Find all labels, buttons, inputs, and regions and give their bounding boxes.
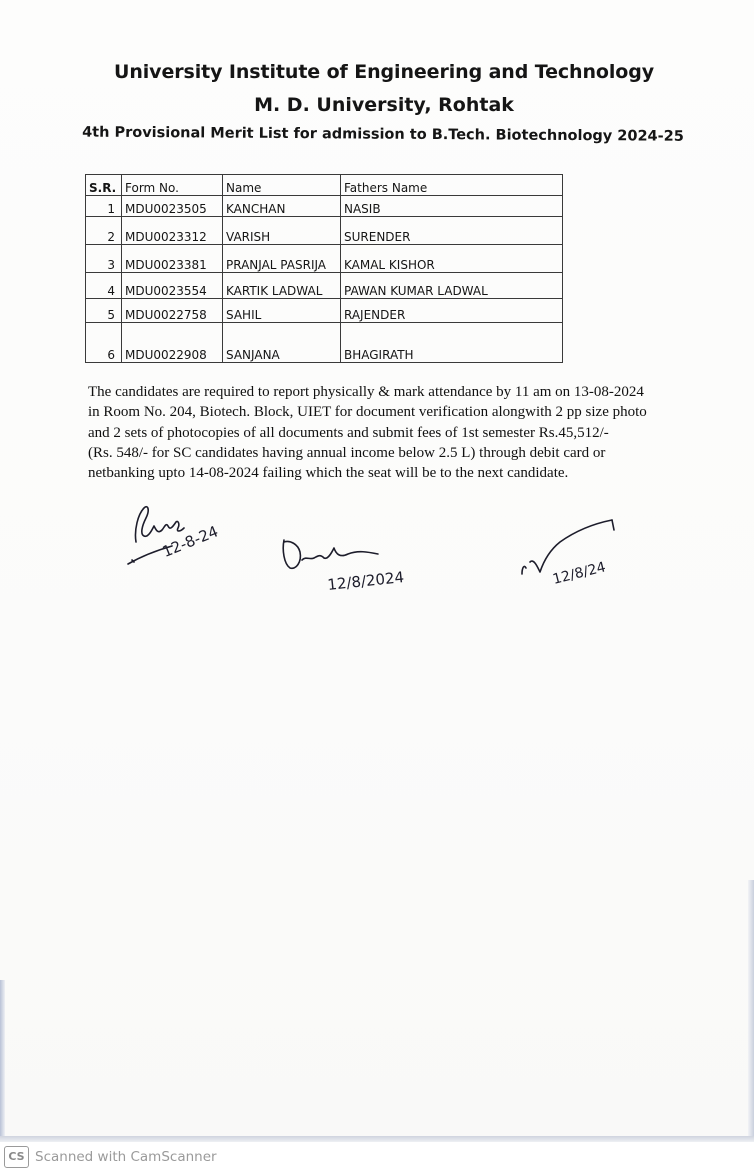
camscanner-watermark: Scanned with CamScanner — [35, 1149, 217, 1165]
notice-line: The candidates are required to report physically & mark attendance by 11 am on 13-08-2024 — [88, 384, 644, 400]
table-row — [86, 245, 563, 273]
cell-fathers-name: SURENDER — [341, 217, 563, 245]
cell-name: SANJANA — [223, 323, 341, 363]
signature-2-icon — [272, 530, 412, 602]
signature-3-icon — [516, 510, 626, 594]
cell-form-no: MDU0023381 — [122, 245, 223, 273]
cell-name: VARISH — [223, 217, 341, 245]
institute-title: University Institute of Engineering and Technology — [114, 61, 654, 83]
cell-fathers-name: KAMAL KISHOR — [341, 245, 563, 273]
scan-edge-left — [0, 980, 5, 1140]
cell-sr: 2 — [86, 217, 122, 245]
column-header-form-no: Form No. — [122, 175, 223, 196]
cell-name: KANCHAN — [223, 196, 341, 217]
cell-form-no: MDU0023554 — [122, 273, 223, 299]
cell-form-no: MDU0023505 — [122, 196, 223, 217]
cell-sr: 1 — [86, 196, 122, 217]
table-row — [86, 273, 563, 299]
table-row — [86, 196, 563, 217]
column-header-sr: S.R. — [86, 175, 122, 196]
scan-edge-right — [748, 880, 754, 1140]
notice-line: in Room No. 204, Biotech. Block, UIET for document verification alongwith 2 pp size photo — [88, 404, 647, 421]
merit-list-table — [85, 174, 563, 363]
camscanner-logo-icon: CS — [4, 1146, 29, 1168]
cell-sr: 3 — [86, 245, 122, 273]
notice-line: (Rs. 548/- for SC candidates having annual income below 2.5 L) through debit card or — [88, 444, 606, 461]
reporting-instructions — [88, 382, 678, 483]
table-row — [86, 323, 563, 363]
signature-3-date: 12/8/24 — [551, 559, 608, 588]
table-header-row — [86, 175, 563, 196]
cell-sr: 4 — [86, 273, 122, 299]
cell-form-no: MDU0023312 — [122, 217, 223, 245]
cell-sr: 6 — [86, 323, 122, 363]
merit-list-title: 4th Provisional Merit List for admission to B.Tech. Biotechnology 2024-25 — [82, 124, 684, 145]
cell-name: PRANJAL PASRIJA — [223, 245, 341, 273]
cell-fathers-name: BHAGIRATH — [341, 323, 563, 363]
cell-sr: 5 — [86, 299, 122, 323]
cell-name: KARTIK LADWAL — [223, 273, 341, 299]
cell-form-no: MDU0022908 — [122, 323, 223, 363]
column-header-name: Name — [223, 175, 341, 196]
cell-fathers-name: NASIB — [341, 196, 563, 217]
signature-1-date: 12-8-24 — [159, 522, 221, 561]
notice-line: and 2 sets of photocopies of all documents and submit fees of 1st semester Rs.45,512/- — [88, 424, 609, 441]
cell-form-no: MDU0022758 — [122, 299, 223, 323]
cell-fathers-name: PAWAN KUMAR LADWAL — [341, 273, 563, 299]
table-row — [86, 217, 563, 245]
signature-1-icon — [122, 500, 234, 574]
column-header-fathers-name: Fathers Name — [341, 175, 563, 196]
table-row — [86, 299, 563, 323]
cell-name: SAHIL — [223, 299, 341, 323]
university-title: M. D. University, Rohtak — [254, 94, 514, 116]
camscanner-footer — [0, 1142, 754, 1175]
notice-line: netbanking upto 14-08-2024 failing which the seat will be to the next candidate. — [88, 465, 569, 482]
cell-fathers-name: RAJENDER — [341, 299, 563, 323]
signature-2-date: 12/8/2024 — [326, 568, 405, 594]
